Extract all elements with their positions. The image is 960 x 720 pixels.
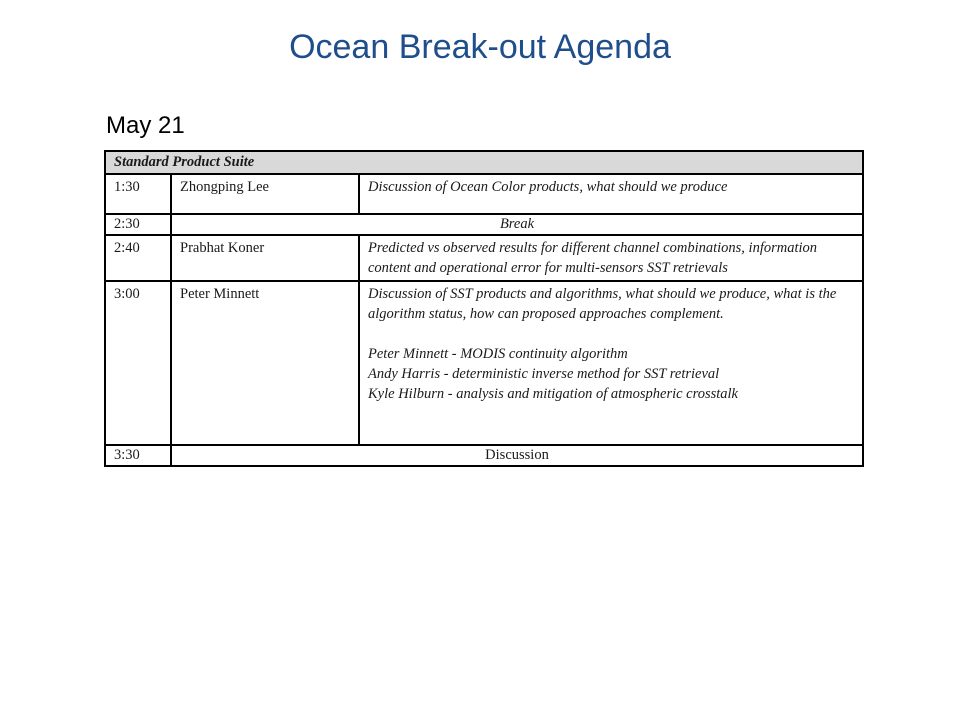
time-cell: 2:30 [105,214,171,235]
time-cell: 3:00 [105,281,171,445]
talk-item: Peter Minnett - MODIS continuity algorithm [368,346,628,362]
speaker-cell: Zhongping Lee [171,174,359,214]
table-row-discussion [105,445,863,466]
speaker-cell: Prabhat Koner [171,235,359,281]
time-cell: 2:40 [105,235,171,281]
time-cell: 3:30 [105,445,171,466]
table-row [105,174,863,214]
discussion-label: Discussion [171,445,863,466]
description-cell: Predicted vs observed results for different channel combinations, information content and operational error for multi-sensors SST retrievals [359,235,863,281]
description-cell [359,281,863,445]
agenda-date: May 21 [106,112,185,139]
slide-title: Ocean Break-out Agenda [289,28,671,66]
table-row [105,235,863,281]
time-cell: 1:30 [105,174,171,214]
description-text: Discussion of SST products and algorithms, what should we produce, what is the algorithm status, how can proposed approaches complement. [368,286,837,322]
break-label: Break [171,214,863,235]
section-header: Standard Product Suite [105,151,863,174]
talk-item: Andy Harris - deterministic inverse method for SST retrieval [368,366,720,382]
talk-item: Kyle Hilburn - analysis and mitigation of atmospheric crosstalk [368,386,738,402]
section-header-row [105,151,863,174]
spacer [368,324,854,344]
agenda-table [104,150,864,467]
description-cell: Discussion of Ocean Color products, what should we produce [359,174,863,214]
table-row [105,281,863,445]
table-row-break [105,214,863,235]
speaker-cell: Peter Minnett [171,281,359,445]
